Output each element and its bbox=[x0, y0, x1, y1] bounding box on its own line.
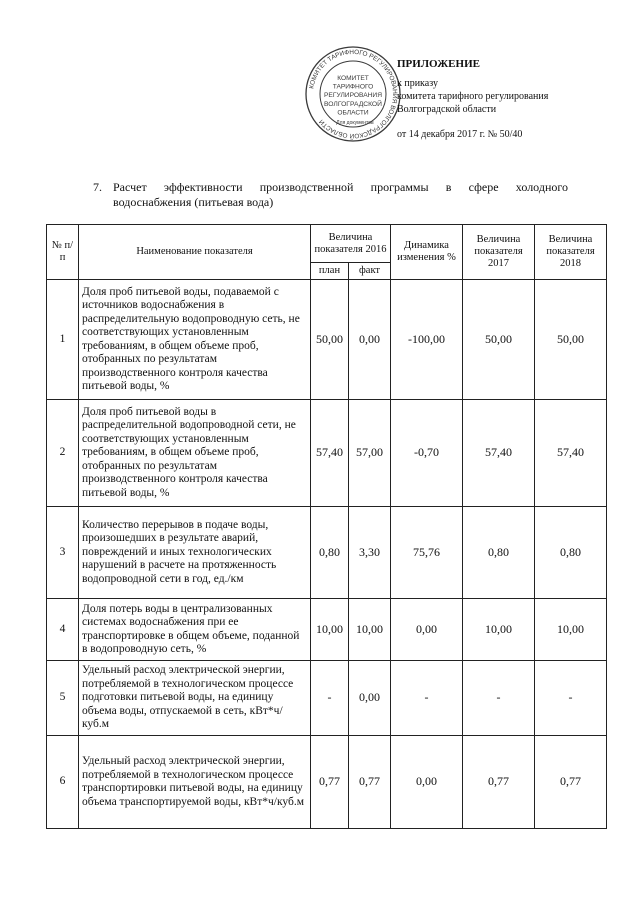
row-num: 4 bbox=[47, 599, 79, 661]
section-heading bbox=[93, 180, 568, 210]
row-name: Доля проб питьевой воды в распределительной водопроводной сети, не соответствующих установленным требованиям, в общем объеме проб, отобранных по результатам производственного контроля качества питьевой воды, % bbox=[79, 400, 311, 507]
row-2018: 0,80 bbox=[535, 507, 607, 599]
row-dynamics: 75,76 bbox=[391, 507, 463, 599]
header-plan: план bbox=[311, 263, 349, 280]
row-plan: 0,80 bbox=[311, 507, 349, 599]
row-2018: 57,40 bbox=[535, 400, 607, 507]
table-row bbox=[47, 280, 607, 400]
order-date: от 14 декабря 2017 г. № 50/40 bbox=[397, 129, 523, 140]
stamp-bottom-text: Для документов bbox=[336, 120, 374, 126]
row-name: Удельный расход электрической энергии, потребляемой в технологическом процессе транспортировки питьевой воды, на единицу объема транспортируемой воды, кВт*ч/куб.м bbox=[79, 736, 311, 829]
header-fact: факт bbox=[349, 263, 391, 280]
table-row bbox=[47, 507, 607, 599]
row-2017: 57,40 bbox=[463, 400, 535, 507]
row-fact: 3,30 bbox=[349, 507, 391, 599]
row-2017: - bbox=[463, 661, 535, 736]
row-num: 2 bbox=[47, 400, 79, 507]
row-2018: - bbox=[535, 661, 607, 736]
row-dynamics: 0,00 bbox=[391, 736, 463, 829]
row-num: 3 bbox=[47, 507, 79, 599]
row-dynamics: -100,00 bbox=[391, 280, 463, 400]
header-2016: Величина показателя 2016 bbox=[311, 225, 391, 263]
header-dynamics: Динамика изменения % bbox=[391, 225, 463, 280]
committee-line: комитета тарифного регулирования bbox=[397, 91, 549, 102]
header-2018: Величина показателя 2018 bbox=[535, 225, 607, 280]
row-name: Доля проб питьевой воды, подаваемой с источников водоснабжения в распределительную водопроводную сеть, не соответствующих установленным требованиям, в общем объеме проб, отобранных по результатам производственного контроля качества питьевой воды, % bbox=[79, 280, 311, 400]
stamp-center-line: ТАРИФНОГО bbox=[332, 83, 374, 91]
row-plan: 0,77 bbox=[311, 736, 349, 829]
stamp-center-line: ОБЛАСТИ bbox=[337, 109, 369, 117]
section-number: 7. bbox=[93, 180, 102, 194]
appendix-header bbox=[397, 56, 597, 141]
table-row bbox=[47, 599, 607, 661]
stamp-seal bbox=[303, 44, 403, 144]
row-name: Количество перерывов в подаче воды, произошедших в результате аварий, повреждений и иных технологических нарушений в расчете на протяженность водопроводной сети в год, ед./км bbox=[79, 507, 311, 599]
section-title-line1: Расчет эффективности производственной программы в сфере холодного bbox=[113, 180, 568, 194]
header-num: № п/п bbox=[47, 225, 79, 280]
row-plan: - bbox=[311, 661, 349, 736]
row-dynamics: 0,00 bbox=[391, 599, 463, 661]
row-plan: 10,00 bbox=[311, 599, 349, 661]
row-name: Доля потерь воды в централизованных системах водоснабжения при ее транспортировке в общем объеме, поданной в водопроводную сеть, % bbox=[79, 599, 311, 661]
row-num: 6 bbox=[47, 736, 79, 829]
row-fact: 10,00 bbox=[349, 599, 391, 661]
row-num: 5 bbox=[47, 661, 79, 736]
efficiency-table bbox=[46, 224, 607, 829]
section-title-line2: водоснабжения (питьевая вода) bbox=[113, 195, 274, 209]
row-fact: 57,00 bbox=[349, 400, 391, 507]
row-plan: 57,40 bbox=[311, 400, 349, 507]
row-dynamics: -0,70 bbox=[391, 400, 463, 507]
appendix-title: ПРИЛОЖЕНИЕ bbox=[397, 58, 480, 70]
row-2017: 50,00 bbox=[463, 280, 535, 400]
row-plan: 50,00 bbox=[311, 280, 349, 400]
stamp-center-line: КОМИТЕТ bbox=[337, 75, 369, 82]
table-row bbox=[47, 400, 607, 507]
row-dynamics: - bbox=[391, 661, 463, 736]
table-row bbox=[47, 736, 607, 829]
header-2017: Величина показателя 2017 bbox=[463, 225, 535, 280]
stamp-center-line: РЕГУЛИРОВАНИЯ bbox=[324, 92, 383, 100]
row-fact: 0,00 bbox=[349, 661, 391, 736]
row-2017: 10,00 bbox=[463, 599, 535, 661]
row-name: Удельный расход электрической энергии, потребляемой в технологическом процессе подготовки питьевой воды, на единицу объема воды, отпускаемой в сеть, кВт*ч/куб.м bbox=[79, 661, 311, 736]
row-fact: 0,00 bbox=[349, 280, 391, 400]
order-ref-line: к приказу bbox=[397, 78, 438, 89]
row-2018: 10,00 bbox=[535, 599, 607, 661]
row-2018: 50,00 bbox=[535, 280, 607, 400]
row-num: 1 bbox=[47, 280, 79, 400]
official-stamp bbox=[303, 44, 403, 144]
header-name: Наименование показателя bbox=[79, 225, 311, 280]
row-fact: 0,77 bbox=[349, 736, 391, 829]
row-2018: 0,77 bbox=[535, 736, 607, 829]
row-2017: 0,77 bbox=[463, 736, 535, 829]
row-2017: 0,80 bbox=[463, 507, 535, 599]
stamp-center-line: ВОЛГОГРАДСКОЙ bbox=[324, 100, 381, 108]
table-row bbox=[47, 661, 607, 736]
stamp-ring-text: КОМИТЕТ ТАРИФНОГО РЕГУЛИРОВАНИЯ ВОЛГОГРАДСКОЙ ОБЛАСТИ bbox=[308, 48, 399, 140]
region-line: Волгоградской области bbox=[397, 104, 497, 115]
